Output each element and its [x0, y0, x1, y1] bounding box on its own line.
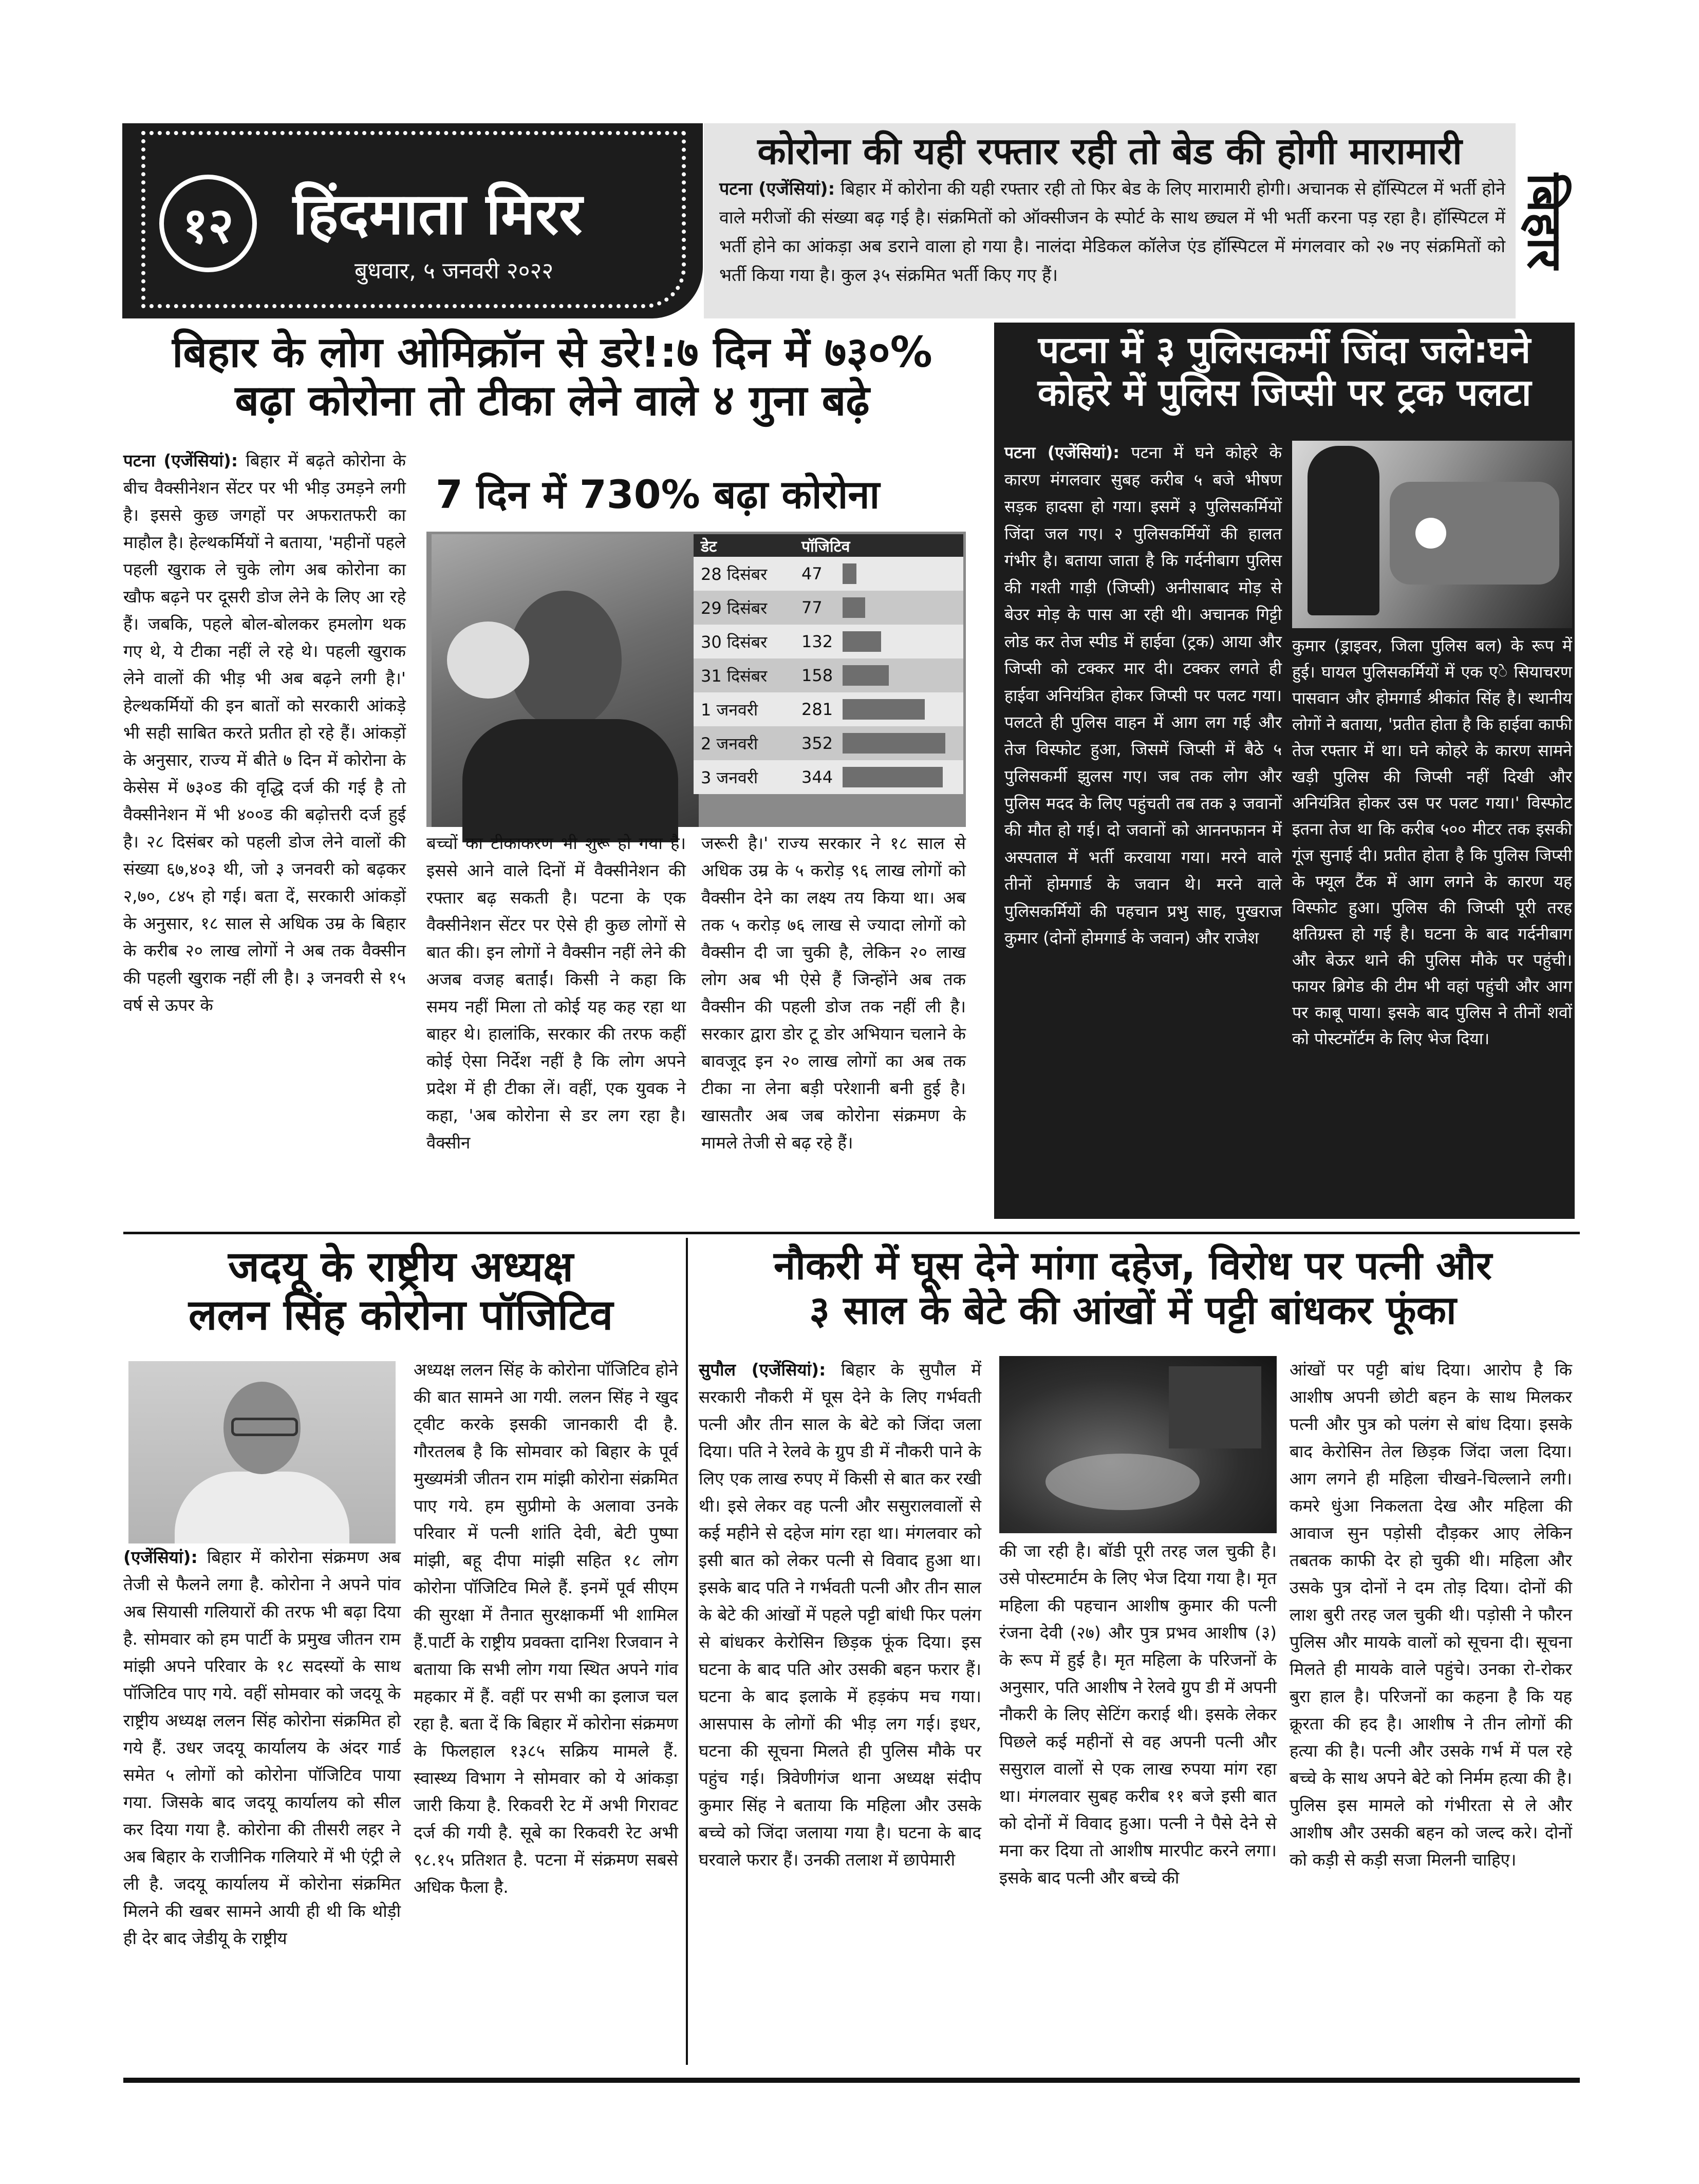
- chart-row-date: 31 दिसंबर: [701, 666, 768, 686]
- chart-col-positive: पॉजिटिव: [801, 537, 850, 556]
- chart-table: [694, 534, 963, 794]
- jdu-text-1: बिहार में कोरोना संक्रमण अब तेजी से फैलने लगा है. कोरोना ने अपने पांव अब सियासी गलियारों की तरफ भी बढ़ा दिया है. सोमवार को हम पार्टी के प्रमुख जीतन राम मांझी अपने परिवार के १८ सदस्यों के साथ पॉजिटिव पाए गये. वहीं सोमवार को जदयू के राष्ट्रीय अध्यक्ष ललन सिंह कोरोना संक्रमित हो गये हैं. उधर जदयू कार्यालय के अंदर गार्ड समेत ५ लोगों को कोरोना पॉजिटिव पाया गया. जिसके बाद जदयू कार्यालय को सील कर दिया गया है. कोरोना की तीसरी लहर ने अब बिहार के राजीनिक गलियारे में भी एंट्री ले ली है. जदयू कार्यालय में कोरोना संक्रमित मिलने की खबर सामने आयी ही थी कि थोड़ी ही देर बाद जेडीयू के राष्ट्रीय: [123, 1547, 401, 1948]
- omicron-dateline: पटना (एजेंसियां):: [123, 450, 238, 470]
- chart-row-date: 30 दिसंबर: [701, 632, 768, 652]
- omicron-headline: [118, 329, 986, 426]
- chart-row-value: 77: [801, 598, 823, 617]
- chart-row: [694, 726, 963, 760]
- omicron-text-2: बच्चों का टीकाकरण भी शुरू हो गया है। इससे आने वाले दिनों में वैक्सीनेशन की रफ्तार बढ़ सकती है। पटना के एक वैक्सीनेशन सेंटर पर ऐसे ही कुछ लोगों से बात की। इन लोगों ने वैक्सीन नहीं लेने की अजब वजह बताईं। किसी ने कहा कि समय नहीं मिला तो कोई यह कह रहा था बाहर थे। हालांकि, सरकार की तरफ कहीं कोई ऐसा निर्देश नहीं है कि लोग अपने प्रदेश में ही टीका लें। वहीं, एक युवक ने कहा, 'अब कोरोना से डर लग रहा है। वैक्सीन: [426, 833, 686, 1153]
- chart-bar: [843, 699, 925, 720]
- chart-bar: [843, 665, 889, 686]
- jdu-headline: [123, 1243, 678, 1340]
- chart-row-value: 281: [801, 700, 833, 719]
- photo-person: [1308, 446, 1379, 615]
- omicron-headline-line2: बढ़ा कोरोना तो टीका लेने वाले ४ गुना बढ़े: [235, 376, 870, 426]
- chart-row: [694, 692, 963, 726]
- section-divider: [123, 1232, 1580, 1234]
- bottom-rule: [123, 2078, 1580, 2083]
- police-headline-line2: कोहरे में पुलिस जिप्सी पर ट्रक पलटा: [1037, 370, 1532, 414]
- police-text-2: कुमार (ड्राइवर, जिला पुलिस बल) के रूप में हुई। घायल पुलिसकर्मियों में एक एे सियाचरण पासवान और होमगार्ड श्रीकांत सिंह है। स्थानीय लोगों ने बताया, 'प्रतीत होता है कि हाईवा काफी तेज रफ्तार में था। घने कोहरे के कारण सामने खड़ी पुलिस की जिप्सी नहीं दिखी और अनियंत्रित होकर उस पर पलट गया।' विस्फोट इतना तेज था कि करीब ५०० मीटर तक इसकी गूंज सुनाई दी। प्रतीत होता है कि पुलिस जिप्सी के फ्यूल टैंक में आग लगने के कारण यह विस्फोट हुआ। पुलिस की जिप्सी पूरी तरह क्षतिग्रस्त हो गई है। घटना के बाद गर्दनीबाग और बेऊर थाने की पुलिस मौके पर पहुंची। फायर ब्रिगेड की टीम भी वहां पहुंची और आग पर काबू पाया। इसके बाद पुलिस ने तीनों शवों को पोस्टमॉर्टम के लिए भेज दिया।: [1292, 636, 1572, 1048]
- section-tag-label: बिहार: [1517, 173, 1572, 269]
- chart-row-value: 47: [801, 564, 823, 583]
- chart-table-header: [694, 534, 963, 557]
- dowry-headline-line1: नौकरी में घूस देने मांगा दहेज, विरोध पर पत्नी और: [774, 1242, 1492, 1288]
- chart-bar: [843, 563, 856, 584]
- police-headline: [999, 329, 1570, 414]
- police-headline-line1: पटना में ३ पुलिसकर्मी जिंदा जले:घने: [1038, 328, 1531, 371]
- play-icon: [1415, 518, 1446, 549]
- column-divider: [686, 1238, 688, 2065]
- dowry-text-2: की जा रही है। बॉडी पूरी तरह जल चुकी है। उसे पोस्टमार्टम के लिए भेज दिया गया है। मृत महिला की पहचान आशीष कुमार की पत्नी रंजना देवी (२७) और पुत्र प्रभव आशीष (३) के रूप में हुई है। मृत महिला के परिजनों के अनुसार, पति आशीष ने रेलवे ग्रुप डी में अपनी नौकरी के लिए सेटिंग कराई थी। इसके लेकर पिछले कई महीनों से वह अपनी पत्नी और ससुराल वालों से एक लाख रुपया मांग रहा था। मंगलवार सुबह करीब ११ बजे इसी बात को दोनों में विवाद हुआ। पत्नी ने पैसे देने से मना कर दिया तो आशीष मारपीट करने लगा। इसके बाद पत्नी और बच्चे की: [999, 1541, 1277, 1888]
- jdu-text-2: अध्यक्ष ललन सिंह के कोरोना पॉजिटिव होने की बात सामने आ गयी. ललन सिंह ने खुद ट्वीट करके इसकी जानकारी दी है. गौरतलब है कि सोमवार को बिहार के पूर्व मुख्यमंत्री जीतन राम मांझी कोरोना संक्रमित पाए गये. हम सुप्रीमो के अलावा उनके परिवार में पत्नी शांति देवी, बेटी पुष्पा मांझी, बहू दीपा मांझी सहित १८ लोग कोरोना पॉजिटिव मिले हैं. इनमें पूर्व सीएम की सुरक्षा में तैनात सुरक्षाकर्मी भी शामिल हैं.पार्टी के राष्ट्रीय प्रवक्ता दानिश रिजवान ने बताया कि सभी लोग गया स्थित अपने गांव महकार में हैं. वहीं पर सभी का इलाज चल रहा है. बता दें कि बिहार में कोरोना संक्रमण के फिलहाल १३८५ सक्रिय मामले हैं. स्वास्थ्य विभाग ने सोमवार को ये आंकड़ा जारी किया है. रिकवरी रेट में अभी गिरावट दर्ज की गयी है. सूबे का रिकवरी रेट अभी ९८.१५ प्रतिशत है. पटना में संक्रमण सबसे अधिक फैला है.: [414, 1360, 678, 1897]
- chart-bar: [843, 733, 945, 754]
- dowry-column-2: [999, 1537, 1277, 1891]
- dowry-column-1: [699, 1356, 981, 1873]
- omicron-column-2: [426, 830, 686, 1156]
- dowry-headline-line2: ३ साल के बेटे की आंखों में पट्टी बांधकर फूंका: [809, 1287, 1457, 1333]
- chart-row: [694, 760, 963, 794]
- section-tag: [1518, 123, 1575, 318]
- police-text-1: पटना में घने कोहरे के कारण मंगलवार सुबह करीब ५ बजे भीषण सड़क हादसा हो गया। इसमें ३ पुलिसकर्मियों जिंदा जल गए। २ पुलिसकर्मियों की हालत गंभीर है। बताया जाता है कि गर्दनीबाग पुलिस की गश्ती गाड़ी (जिप्सी) अनीसाबाद मोड़ से बेउर मोड़ के पास आ रही थी। अचानक गिट्टी लोड कर तेज स्पीड में हाईवा (ट्रक) आया और जिप्सी को टक्कर मार दी। टक्कर लगते ही हाईवा अनियंत्रित होकर जिप्सी पर पलट गया। पलटते ही पुलिस वाहन में आग लग गई और तेज विस्फोट हुआ, जिसमें जिप्सी में बैठे ५ पुलिसकर्मी झुलस गए। जब तक लोग और पुलिस मदद के लिए पहुंचती तब तक ३ जवानों की मौत हो गई। दो जवानों को आननफानन में अस्पताल में भर्ती करवाया गया। मरने वाले तीनों होमगार्ड के जवान थे। मरने वाले पुलिसकर्मियों की पहचान प्रभु साह, पुखराज कुमार (दोनों होमगार्ड के जवान) और राजेश: [1004, 443, 1282, 948]
- chart-row-date: 29 दिसंबर: [701, 598, 768, 618]
- chart-title: 7 दिन में 730% बढ़ा कोरोना: [426, 457, 966, 532]
- jdu-headline-line1: जदयू के राष्ट्रीय अध्यक्ष: [228, 1242, 573, 1291]
- chart-row-date: 28 दिसंबर: [701, 564, 768, 584]
- top-story-dateline: पटना (एजेंसियां):: [719, 179, 835, 199]
- chart-row: [694, 658, 963, 692]
- chart-row-date: 1 जनवरी: [701, 700, 758, 720]
- photo-wall: [1169, 1366, 1261, 1448]
- jdu-dateline: (एजेंसियां):: [123, 1547, 198, 1567]
- chart-row-value: 132: [801, 632, 833, 651]
- dowry-text-3: आंखों पर पट्टी बांध दिया। आरोप है कि आशीष अपनी छोटी बहन के साथ मिलकर पत्नी और पुत्र को पलंग से बांध दिया। इसके बाद केरोसिन तेल छिड़क जिंदा जला दिया। आग लगने ही महिला चीखने-चिल्लाने लगी। कमरे धुंआ निकलता देख और महिला की आवाज सुन पड़ोसी दौड़कर आए लेकिन तबतक काफी देर हो चुकी थी। महिला और उसके पुत्र दोनों ने दम तोड़ दिया। दोनों की लाश बुरी तरह जल चुकी थी। पड़ोसी ने फौरन पुलिस और मायके वालों को सूचना दी। सूचना मिलते ही मायके वाले पहुंचे। उनका रो-रोकर बुरा हाल है। परिजनों का कहना है कि यह क्रूरता की हद है। आशीष ने तीन लोगों की हत्या की है। पत्नी और उसके गर्भ में पल रहे बच्चे के साथ अपने बेटे को निर्मम हत्या की है। पुलिस इस मामले को गंभीरता से ले और आशीष और उसकी बहन को जल्द करे। दोनों को कड़ी से कड़ी सजा मिलनी चाहिए।: [1290, 1360, 1572, 1870]
- dowry-column-3: [1290, 1356, 1572, 1873]
- omicron-text-1: बिहार में बढ़ते कोरोना के बीच वैक्सीनेशन सेंटर पर भी भीड़ उमड़ने लगी है। इससे कुछ जगहों पर अफरातफरी का माहौल है। हेल्थकर्मियों ने बताया, 'महीनों पहले पहली खुराक ले चुके लोग अब कोरोना का खौफ बढ़ने पर दूसरी डोज लेने के लिए आ रहे हैं। जबकि, पहले बोल-बोलकर हमलोग थक गए थे, ये टीका नहीं ले रहे थे। पहली खुराक लेने वालों की भीड़ भी अब बढ़ने लगी है।' हेल्थकर्मियों की इन बातों को सरकारी आंकड़े भी सही साबित करते प्रतीत हो रहे हैं। आंकड़ों के अनुसार, राज्य में बीते ७ दिन में कोरोना के केसेस में ७३०ड की वृद्धि दर्ज की गई है तो वैक्सीनेशन में भी ४००ड की बढ़ोत्तरी दर्ज हुई है। २८ दिसंबर को पहली डोज लेने वालों की संख्या ६७,४०३ थी, जो ३ जनवरी को बढ़कर २,७०, ८४५ हो गई। बता दें, सरकारी आंकड़ों के अनुसार, १८ साल से अधिक उम्र के बिहार के करीब २० लाख लोगों ने अब तक वैक्सीन की पहली खुराक नहीं ली है। ३ जनवरी से १५ वर्ष से ऊपर के: [123, 450, 406, 1015]
- police-column-2: [1292, 633, 1572, 1052]
- omicron-column-1: [123, 447, 406, 1019]
- police-dateline: पटना (एजेंसियां):: [1004, 443, 1120, 462]
- chart-bar: [843, 597, 865, 618]
- photo-person-body: [175, 1472, 349, 1543]
- dowry-headline: [696, 1243, 1570, 1333]
- chart-row: [694, 557, 963, 591]
- top-story-text: बिहार में कोरोना की यही रफ्तार रही तो फिर बेड के लिए मारामारी होगी। अचानक से हॉस्पिटल में भर्ती होने वाले मरीजों की संख्या बढ़ गई है। संक्रमितों को ऑक्सीजन के स्पोर्ट के साथ छ्यल में भी भर्ती करना पड़ रहा है। हॉस्पिटल में भर्ती होने का आंकड़ा अब डराने वाला हो गया है। नालंदा मेडिकल कॉलेज एंड हॉस्पिटल में मंगलवार को २७ नए संक्रमितों को भर्ती किया गया है। कुल ३५ संक्रमित भर्ती किए गए हैं।: [719, 179, 1505, 286]
- jdu-column-2: [414, 1356, 678, 1900]
- photo-spectacles: [231, 1418, 298, 1436]
- page-number: १२: [159, 175, 257, 272]
- chart-rows: [694, 557, 963, 794]
- chart-row-date: 3 जनवरी: [701, 767, 758, 787]
- omicron-headline-line1: बिहार के लोग ओमिक्रॉन से डरे!:७ दिन में ७३०%: [172, 328, 932, 377]
- lalan-singh-photo: [128, 1361, 396, 1543]
- top-story-headline: कोरोना की यही रफ्तार रही तो बेड की होगी मारामारी: [757, 129, 1462, 173]
- chart-bar: [843, 631, 881, 652]
- chart-col-date: डेट: [701, 537, 717, 556]
- chart-row-value: 344: [801, 767, 833, 787]
- paper-name: हिंदमाता मिरर: [293, 181, 583, 248]
- chart-row-value: 158: [801, 666, 833, 685]
- omicron-column-3: [701, 830, 966, 1156]
- chart-row-value: 352: [801, 733, 833, 753]
- omicron-text-3: जरूरी है।' राज्य सरकार ने १८ साल से अधिक उम्र के ५ करोड़ ९६ लाख लोगों को वैक्सीन देने का लक्ष्य तय किया था। अब तक ५ करोड़ ७६ लाख से ज्यादा लोगों को वैक्सीन दी जा चुकी है, लेकिन २० लाख लोग अब भी ऐसे हैं जिन्होंने अब तक वैक्सीन की पहली डोज तक नहीं ली है। सरकार द्वारा डोर टू डोर अभियान चलाने के बावजूद इन २० लाख लोगों का अब तक टीका ना लेना बड़ी परेशानी बनी हुई है। खासतौर अब जब कोरोना संक्रमण के मामले तेजी से बढ़ रहे हैं।: [701, 833, 966, 1153]
- accident-photo: [1292, 441, 1572, 628]
- incident-photo: [999, 1356, 1277, 1533]
- police-column-1: [1004, 439, 1282, 952]
- photo-person-body: [462, 719, 678, 842]
- dowry-text-1: बिहार के सुपौल में सरकारी नौकरी में घूस देने के लिए गर्भवती पत्नी और तीन साल के बेटे को जिंदा जला दिया। पति ने रेलवे के ग्रुप डी में नौकरी पाने के लिए एक लाख रुपए में किसी से बात कर रखी थी। इसे लेकर वह पत्नी और ससुरालवालों से कई महीने से दहेज मांग रहा था। मंगलवार को इसी बात को लेकर पत्नी से विवाद हुआ था। इसके बाद पति ने गर्भवती पत्नी और तीन साल के बेटे की आंखों में पहले पट्टी बांधी फिर पलंग से बांधकर केरोसिन छिड़क फूंक दिया। इस घटना के बाद पति ओर उसकी बहन फरार हैं। घटना के बाद इलाके में हड़कंप मच गया। आसपास के लोगों की भीड़ लग गई। इधर, घटना की सूचना मिलते ही पुलिस मौके पर पहुंच गई। त्रिवेणीगंज थाना अध्यक्ष संदीप कुमार सिंह ने बताया कि महिला और उसके बच्चे को जिंदा जलाया गया है। घटना के बाद घरवाले फरार हैं। उनकी तलाश में छापेमारी: [699, 1360, 981, 1870]
- top-story-body: [719, 175, 1505, 290]
- chart-bar: [843, 767, 943, 787]
- chart-row: [694, 625, 963, 658]
- issue-date: बुधवार, ५ जनवरी २०२२: [354, 258, 554, 284]
- jdu-column-1: [123, 1543, 401, 1952]
- photo-glove: [447, 622, 529, 699]
- dowry-dateline: सुपौल (एजेंसियां):: [699, 1360, 826, 1380]
- vaccination-photo: [432, 534, 699, 827]
- chart-row-date: 2 जनवरी: [701, 733, 758, 754]
- chart-row: [694, 591, 963, 625]
- jdu-headline-line2: ललन सिंह कोरोना पॉजिटिव: [188, 1291, 613, 1340]
- photo-ashes: [1045, 1454, 1200, 1510]
